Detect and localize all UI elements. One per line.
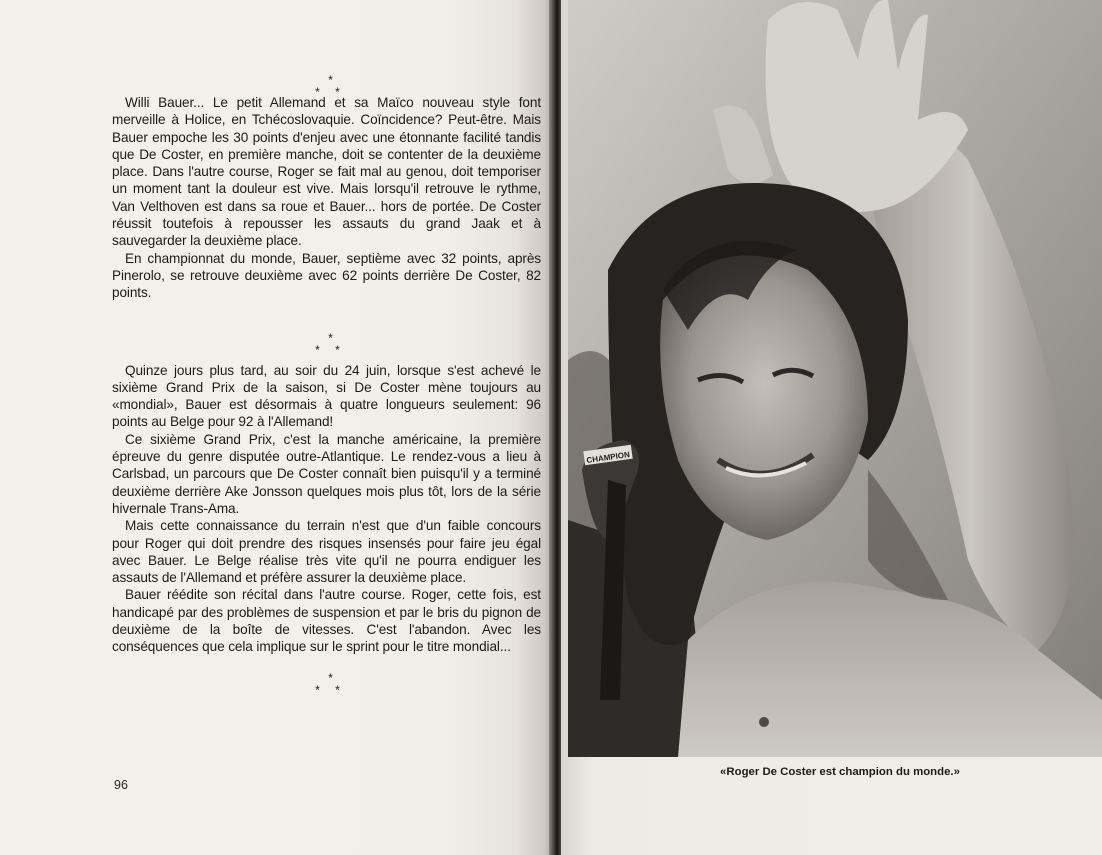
separator-stars: * * xyxy=(315,85,346,99)
paragraph: En championnat du monde, Bauer, septième avec 32 points, après Pinerolo, se retrouve deuxième avec 62 points derrière De Coster, 82 points. xyxy=(112,250,541,301)
paragraph: Mais cette connaissance du terrain n'est que d'un faible concours pour Roger qui doit prendre des risques insensés pour faire jeu égal avec Bauer. Le Belge réalise très vite qu'il ne pourra endiguer les assauts de l'Allemand et préfère assurer la deuxième place. xyxy=(112,518,541,586)
paragraph: Ce sixième Grand Prix, c'est la manche américaine, la première épreuve du genre disputée outre-Atlantique. Le rendez-vous a lieu à Carlsbad, un parcours que De Coster connaît bien puisqu'il y a terminé deuxième derrière Ake Jonsson quelques mois plus tôt, lors de la série hivernale Trans-Ama. xyxy=(112,431,541,516)
microphone-sticker-text: CHAMPION xyxy=(585,450,631,465)
separator-stars: * * xyxy=(315,342,346,357)
section-separator xyxy=(112,302,541,362)
separator-star: * xyxy=(328,73,333,87)
paragraph: Quinze jours plus tard, au soir du 24 juin, lorsque s'est achevé le sixième Grand Prix de la saison, si De Coster mène toujours au «mondial», Bauer est désormais à quatre longueurs seulement: 96 points au Belge pour 92 à l'Allemand! xyxy=(112,362,541,430)
photo-caption: «Roger De Coster est champion du monde.» xyxy=(720,766,960,778)
paragraph: Willi Bauer... Le petit Allemand et sa Maïco nouveau style font merveille à Holice, en Tchécoslovaquie. Coïncidence? Peut-être. Mais Bauer empoche les 30 points d'enjeu avec une étonnante facilité tandis que De Coster, en première manche, doit se contenter de la deuxième place. Dans l'autre course, Roger se fait mal au genou, doit temporiser un moment tant la douleur est vive. Mais lorsqu'il retrouve le rythme, Van Velthoven est dans sa roue et Bauer... hors de portée. De Coster réussit toutefois à repousser les assauts du grand Jaak et à sauvegarder la deuxième place. xyxy=(112,95,541,249)
article-text xyxy=(112,60,541,702)
paragraph: Bauer réédite son récital dans l'autre course. Roger, cette fois, est handicapé par des problèmes de suspension et par le bris du pignon de deuxième de la boîte de vitesses. C'est l'abandon. Avec les conséquences que cela implique sur le sprint pour le titre mondial... xyxy=(112,587,541,655)
separator-stars: * * xyxy=(315,682,346,697)
page-number: 96 xyxy=(114,778,128,792)
separator-star: * xyxy=(328,330,333,345)
section-separator xyxy=(112,60,541,99)
photo xyxy=(568,0,1102,757)
separator-star: * xyxy=(328,670,333,685)
section-separator xyxy=(112,656,541,702)
